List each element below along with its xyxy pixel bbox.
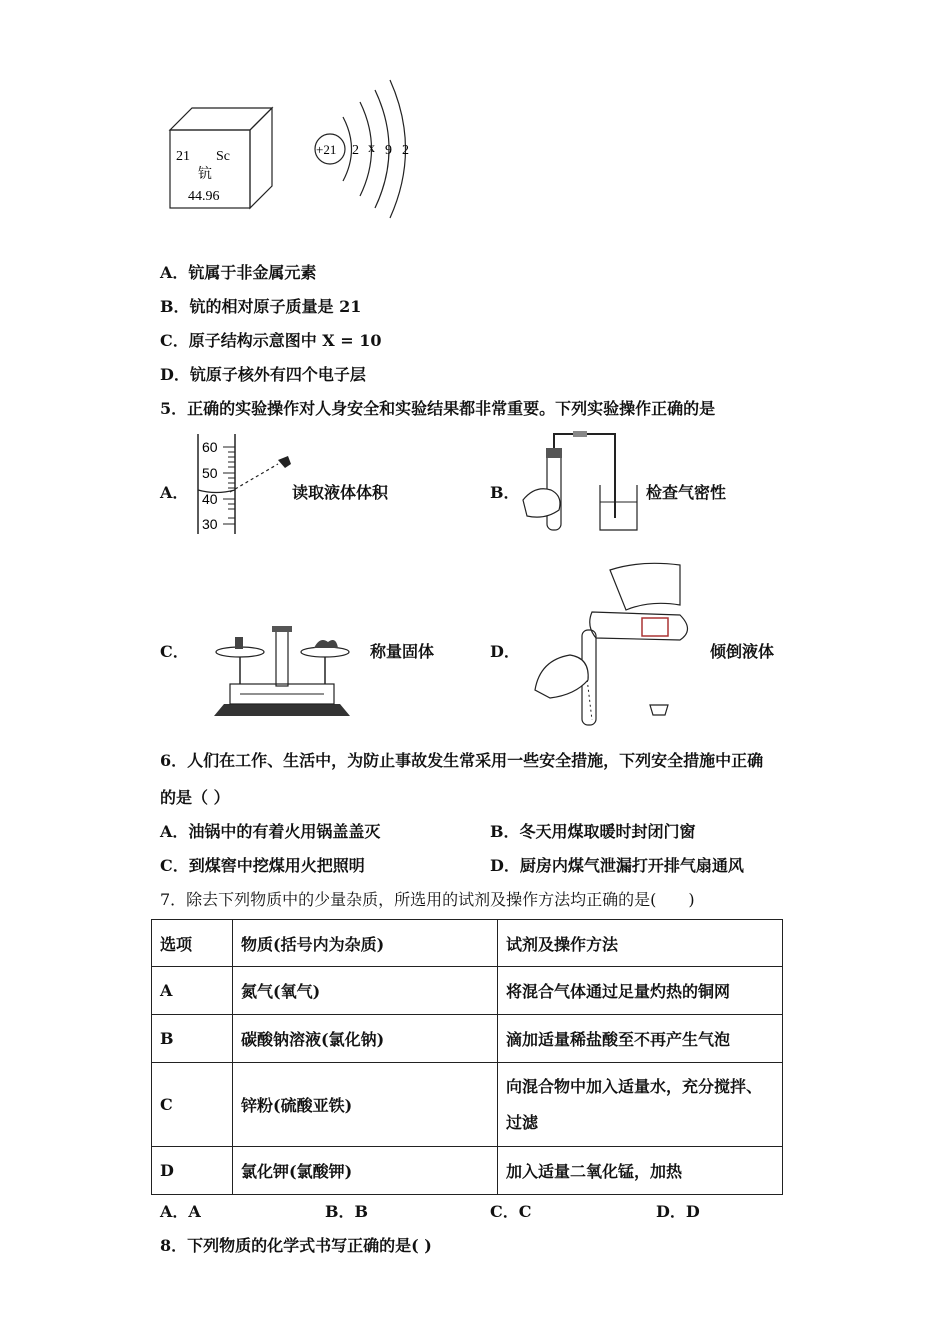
q5-option-d-caption: 倾倒液体 [710, 642, 775, 661]
table-cell: 将混合气体通过足量灼热的铜网 [498, 967, 783, 1015]
q7-table [151, 919, 783, 1195]
table-row [152, 967, 783, 1015]
shell-2: x [368, 141, 375, 156]
q7-stem: 7．除去下列物质中的少量杂质，所选用的试剂及操作方法均正确的是( ) [160, 890, 695, 909]
q7-answer-a: A．A [160, 1202, 201, 1221]
table-cell: C [152, 1063, 233, 1147]
table-header-cell: 试剂及操作方法 [498, 920, 783, 967]
q4-option-c: C．原子结构示意图中 X = 10 [160, 331, 382, 350]
atom-nucleus: +21 [316, 142, 337, 157]
q5-option-c-letter: C． [160, 642, 189, 661]
q4-option-d: D．钪原子核外有四个电子层 [160, 365, 366, 384]
element-mass: 44.96 [188, 189, 220, 204]
cylinder-tick-50: 50 [202, 465, 218, 481]
q5-option-b-letter: B． [490, 483, 520, 502]
table-cell: 向混合物中加入适量水，充分搅拌、过滤 [498, 1063, 783, 1147]
q5-stem: 5．正确的实验操作对人身安全和实验结果都非常重要。下列实验操作正确的是 [160, 399, 716, 418]
q5-option-c-caption: 称量固体 [370, 642, 435, 661]
table-row [152, 1147, 783, 1195]
graduated-cylinder-figure [190, 432, 300, 537]
pouring-liquid-figure [530, 560, 700, 730]
cylinder-tick-40: 40 [202, 491, 218, 507]
cylinder-tick-60: 60 [202, 439, 218, 455]
shell-1: 2 [352, 143, 359, 158]
q6-stem-line1: 6．人们在工作、生活中，为防止事故发生常采用一些安全措施，下列安全措施中正确 [160, 751, 764, 770]
q8-stem: 8．下列物质的化学式书写正确的是( ) [160, 1236, 432, 1255]
element-card-figure [160, 100, 280, 215]
q7-answer-b: B．B [325, 1202, 369, 1221]
table-cell: 加入适量二氧化锰，加热 [498, 1147, 783, 1195]
table-row [152, 1063, 783, 1147]
q7-answer-d: D．D [656, 1202, 700, 1221]
table-cell: A [152, 967, 233, 1015]
table-row [152, 1015, 783, 1063]
cylinder-tick-30: 30 [202, 516, 218, 532]
q5-option-b-caption: 检查气密性 [646, 483, 727, 502]
q6-option-d: D．厨房内煤气泄漏打开排气扇通风 [490, 856, 744, 875]
element-number: 21 [176, 149, 190, 164]
element-symbol: Sc [216, 149, 230, 164]
q6-stem-line2: 的是（ ） [160, 788, 230, 807]
table-cell: 滴加适量稀盐酸至不再产生气泡 [498, 1015, 783, 1063]
table-cell: B [152, 1015, 233, 1063]
balance-figure [210, 622, 355, 720]
table-cell: D [152, 1147, 233, 1195]
table-cell: 碳酸钠溶液(氯化钠) [233, 1015, 498, 1063]
q6-option-a: A．油锅中的有着火用锅盖盖灭 [160, 822, 381, 841]
q7-answer-c: C．C [490, 1202, 532, 1221]
q6-option-b: B．冬天用煤取暖时封闭门窗 [490, 822, 696, 841]
q5-option-d-letter: D． [490, 642, 520, 661]
q5-option-a-letter: A． [160, 483, 189, 502]
q6-option-c: C．到煤窖中挖煤用火把照明 [160, 856, 365, 875]
table-header-cell: 物质(括号内为杂质) [233, 920, 498, 967]
q5-option-a-caption: 读取液体体积 [292, 483, 389, 502]
table-cell: 氯化钾(氯酸钾) [233, 1147, 498, 1195]
table-header-row [152, 920, 783, 967]
atom-structure-diagram [305, 72, 425, 222]
element-name: 钪 [198, 166, 212, 182]
table-cell: 锌粉(硫酸亚铁) [233, 1063, 498, 1147]
table-cell: 氮气(氧气) [233, 967, 498, 1015]
q4-option-a: A．钪属于非金属元素 [160, 263, 317, 282]
shell-4: 2 [402, 143, 409, 158]
shell-3: 9 [385, 143, 392, 158]
table-header-cell: 选项 [152, 920, 233, 967]
q4-option-b: B．钪的相对原子质量是 21 [160, 297, 362, 316]
airtightness-check-figure [515, 430, 645, 535]
